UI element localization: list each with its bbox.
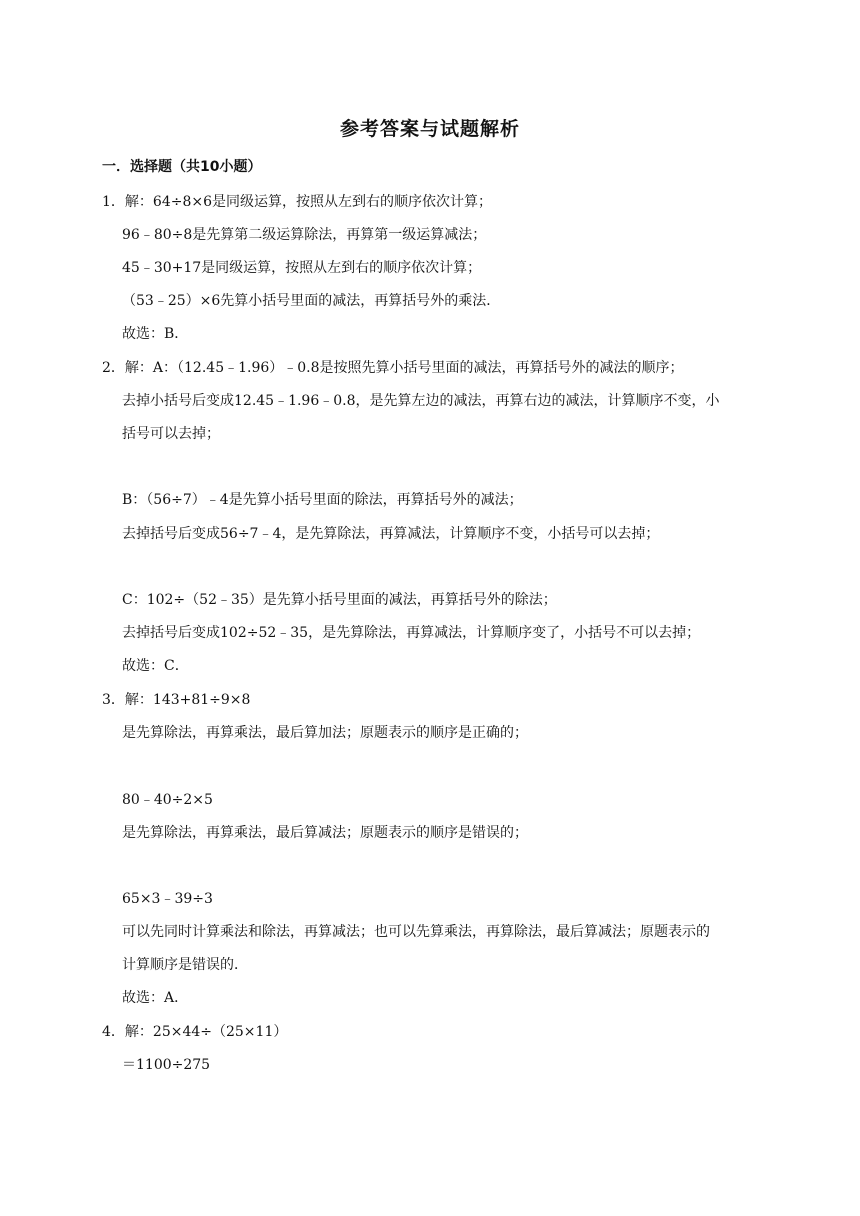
q1-line-2: 96﹣80÷8是先算第二级运算除法，再算第一级运算减法； (122, 227, 487, 243)
q1-line-4: （53﹣25）×6先算小括号里面的减法，再算括号外的乘法． (122, 293, 501, 309)
q1-line-5: 故选：B． (122, 326, 189, 342)
q3-line-4: 是先算除法，再算乘法，最后算减法；原题表示的顺序是错误的； (122, 825, 528, 841)
q3-line-3: 80﹣40÷2×5 (122, 792, 213, 808)
q2-line-8: 故选：C． (122, 658, 189, 674)
q3-line-6: 可以先同时计算乘法和除法，再算减法；也可以先算乘法，再算除法，最后算减法；原题表示的 (122, 924, 710, 940)
q3-line-2: 是先算除法，再算乘法，最后算加法；原题表示的顺序是正确的； (122, 725, 528, 741)
q2-line-6: C：102÷（52﹣35）是先算小括号里面的减法，再算括号外的除法； (122, 592, 557, 608)
q1-line-1: 1．解：64÷8×6是同级运算，按照从左到右的顺序依次计算； (102, 194, 492, 210)
q2-line-1: 2．解：A：（12.45﹣1.96）﹣0.8是按照先算小括号里面的减法，再算括号外的减法的顺序； (102, 360, 684, 376)
q3-line-1: 3．解：143+81÷9×8 (102, 692, 251, 708)
q2-line-2: 去掉小括号后变成12.45﹣1.96﹣0.8，是先算左边的减法，再算右边的减法，计算顺序不变，小 (122, 393, 720, 409)
q4-line-2: ＝1100÷275 (122, 1057, 211, 1073)
q4-line-1: 4．解：25×44÷（25×11） (102, 1024, 288, 1040)
section-heading: 一．选择题（共10小题） (102, 159, 262, 175)
q1-line-3: 45﹣30+17是同级运算，按照从左到右的顺序依次计算； (122, 260, 482, 276)
q2-line-3: 括号可以去掉； (122, 426, 220, 442)
q2-line-7: 去掉括号后变成102÷52﹣35，是先算除法，再算减法，计算顺序变了，小括号不可以去掉； (122, 625, 701, 641)
q3-line-5: 65×3﹣39÷3 (122, 891, 213, 907)
q2-line-5: 去掉括号后变成56÷7﹣4，是先算除法，再算减法，计算顺序不变，小括号可以去掉； (122, 526, 660, 542)
page-title: 参考答案与试题解析 (339, 118, 520, 140)
q3-line-8: 故选：A． (122, 990, 189, 1006)
q2-line-4: B：（56÷7）﹣4是先算小括号里面的除法，再算括号外的减法； (122, 492, 523, 508)
q3-line-7: 计算顺序是错误的． (122, 957, 248, 973)
